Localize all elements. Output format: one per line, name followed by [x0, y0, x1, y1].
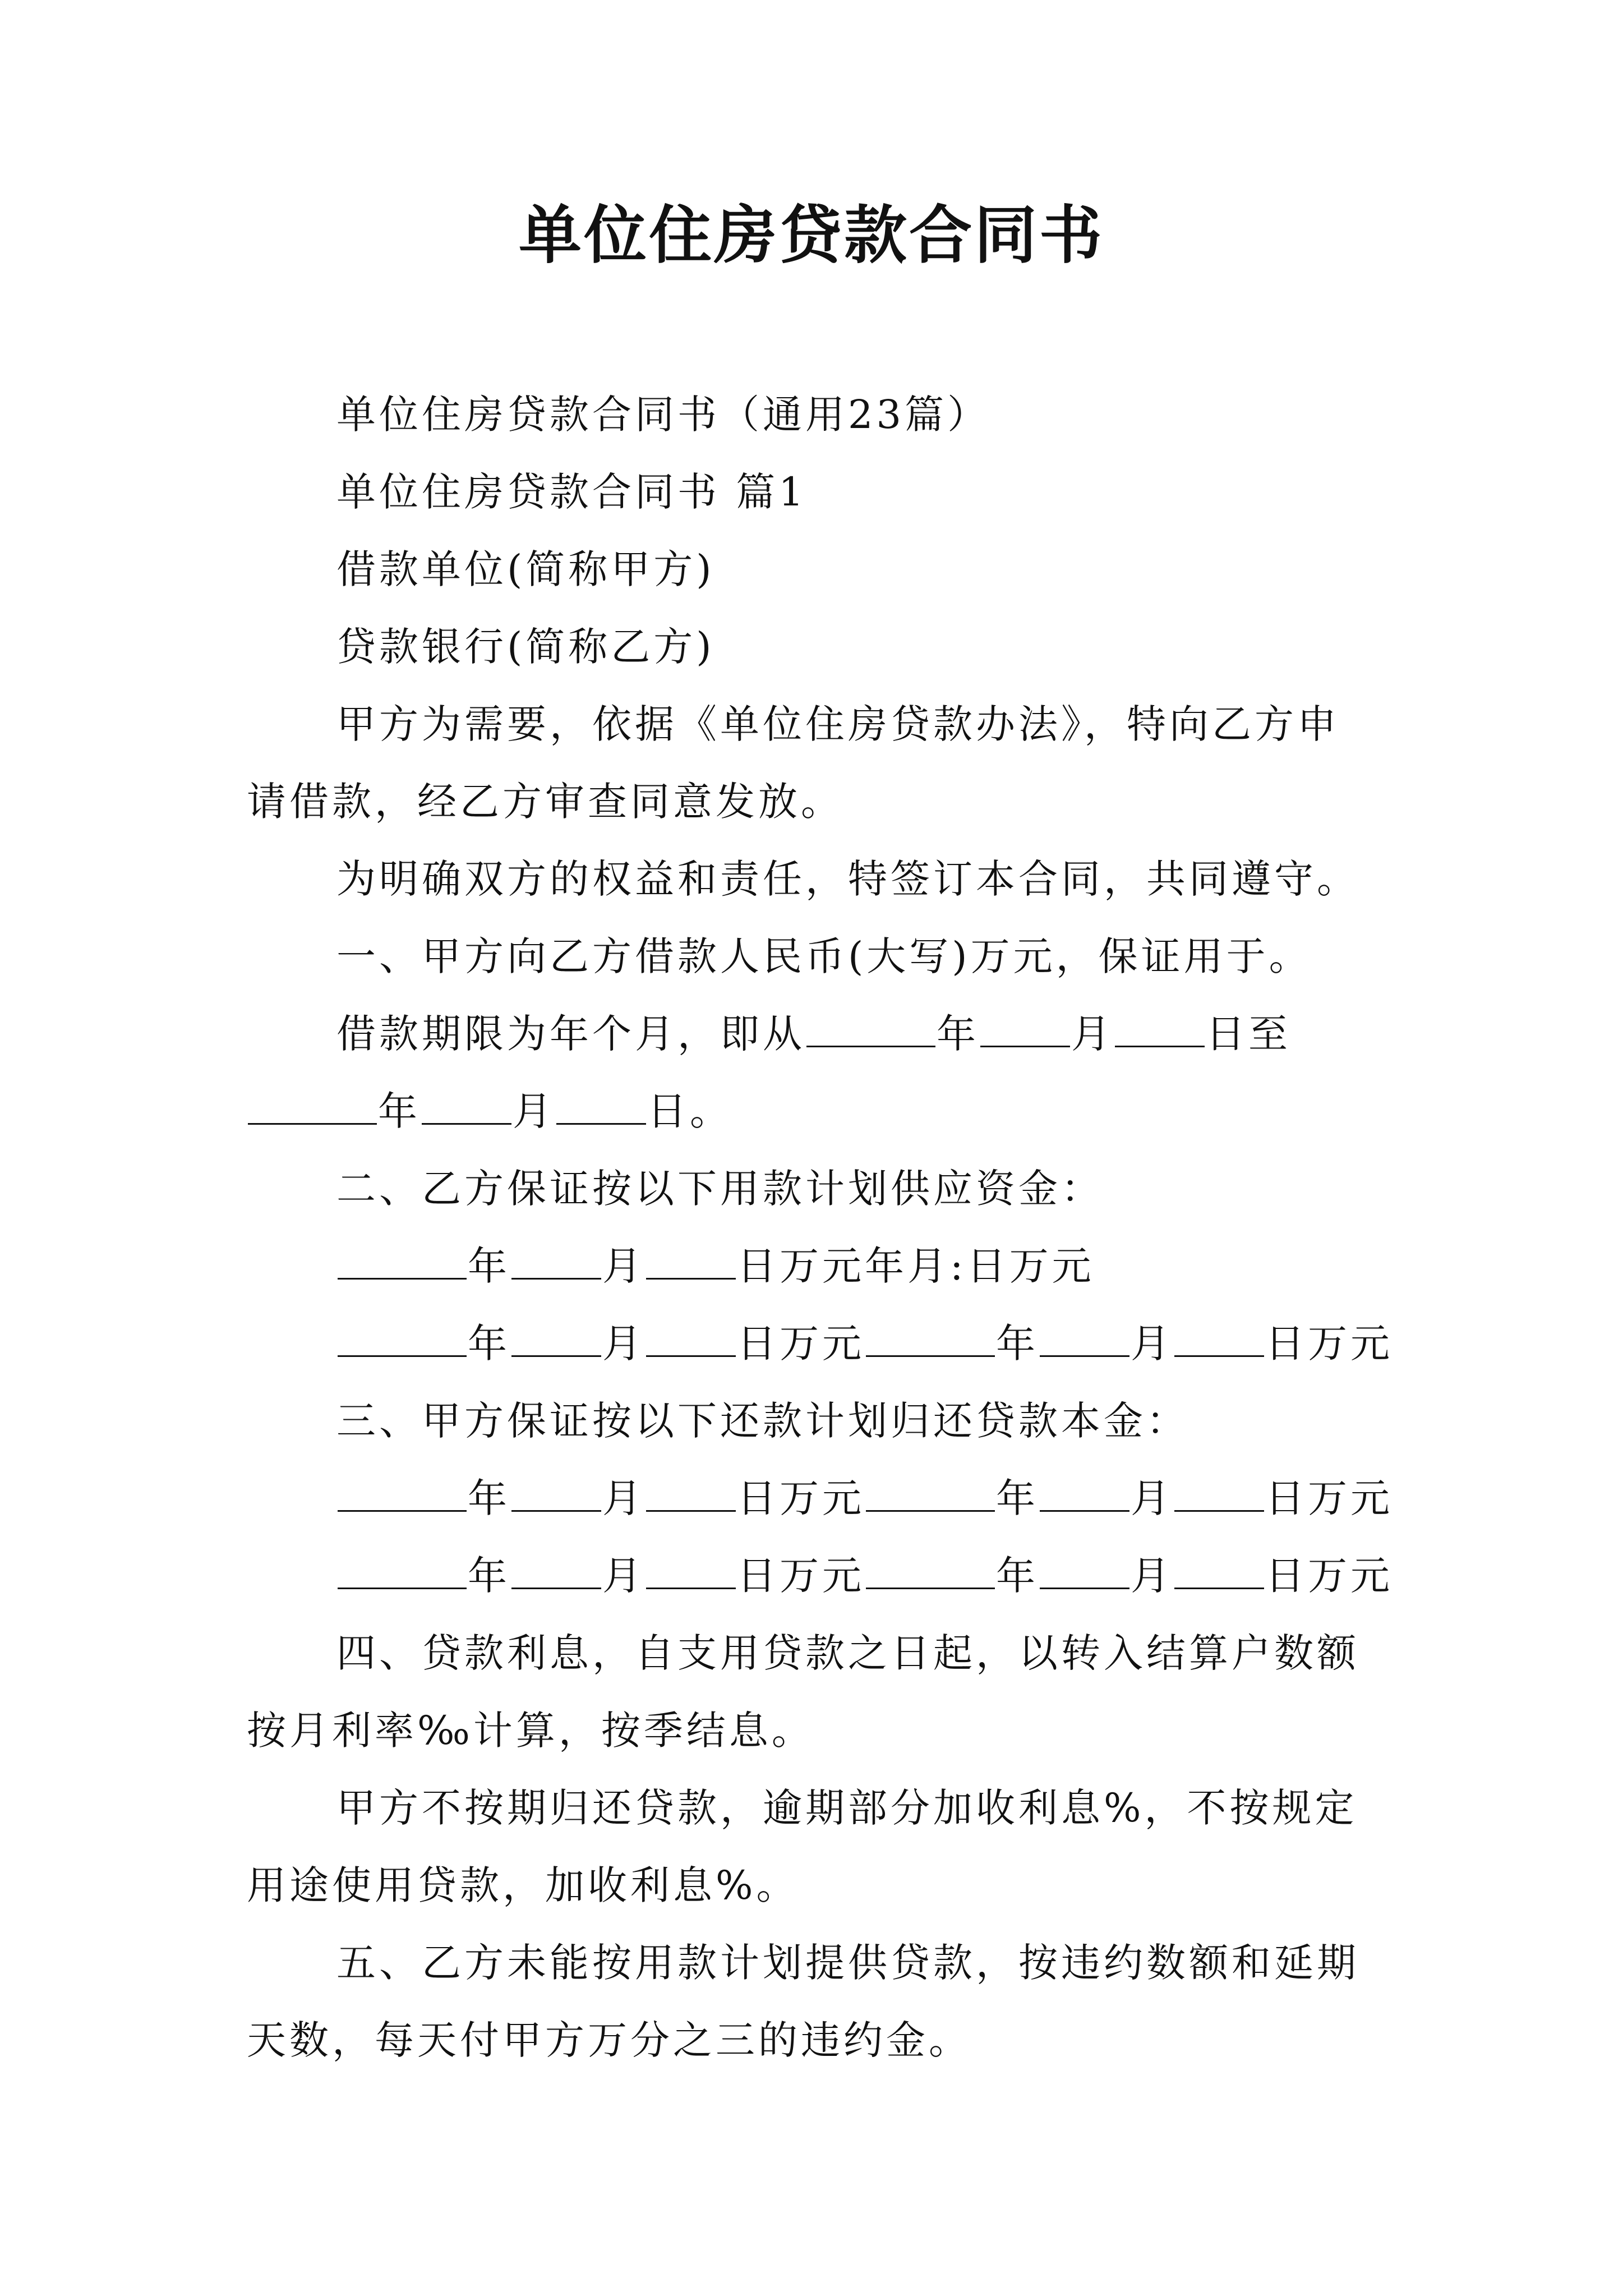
section-label: 单位住房贷款合同书 篇1: [336, 469, 807, 515]
blank-field: [646, 1478, 736, 1512]
clause-five-paragraph: 五、乙方未能按用款计划提供贷款，按违约数额和延期天数，每天付甲方万分之三的违约金。: [247, 1940, 1359, 2063]
label-month: 月: [602, 1553, 645, 1599]
subtitle-line: 单位住房贷款合同书（通用23篇）: [336, 392, 990, 438]
label-month: 月: [602, 1243, 645, 1289]
label-day-end: 日。: [647, 1088, 732, 1134]
plan-line: [247, 1227, 1380, 1305]
label-day-wan: 日万元: [737, 1320, 865, 1366]
label-month: 月: [602, 1320, 645, 1366]
label-year: 年: [937, 1011, 979, 1057]
plan-line: [247, 1460, 1393, 1537]
blank-field: [866, 1478, 995, 1512]
label-day-wan: 日万元: [737, 1553, 865, 1599]
clause-two-heading: 二、乙方保证按以下用款计划供应资金：: [336, 1166, 1104, 1212]
blank-field: [556, 1091, 646, 1125]
label-month: 月: [1131, 1320, 1173, 1366]
penalty-paragraph: 甲方不按期归还贷款，逾期部分加收利息%，不按规定用途使用贷款，加收利息%。: [247, 1785, 1358, 1908]
plan-line: [247, 1305, 1393, 1382]
label-year: 年: [378, 1088, 421, 1134]
blank-field: [248, 1091, 377, 1125]
blank-field: [1040, 1323, 1129, 1357]
blank-field: [422, 1091, 511, 1125]
label-year: 年: [468, 1553, 510, 1599]
blank-field: [980, 1013, 1070, 1047]
loan-term-prefix: 借款期限为年个月，即从: [336, 1011, 805, 1057]
label-month: 月: [602, 1475, 645, 1521]
label-year: 年: [996, 1320, 1039, 1366]
blank-field: [1174, 1555, 1264, 1589]
application-paragraph: 甲方为需要，依据《单位住房贷款办法》，特向乙方申请借款，经乙方审查同意发放。: [247, 701, 1340, 825]
blank-field: [338, 1478, 467, 1512]
label-month: 月: [513, 1088, 555, 1134]
blank-field: [338, 1245, 467, 1280]
lender-line: 贷款银行(简称乙方): [336, 624, 715, 670]
blank-field: [646, 1245, 736, 1280]
blank-field: [1174, 1478, 1264, 1512]
label-day-wan: 日万元: [737, 1475, 865, 1521]
blank-field: [511, 1478, 601, 1512]
label-year: 年: [468, 1243, 510, 1289]
label-year: 年: [996, 1475, 1039, 1521]
blank-field: [511, 1555, 601, 1589]
blank-field: [1040, 1478, 1129, 1512]
plan-line-tail: 日万元年月:日万元: [737, 1243, 1095, 1289]
label-day-wan: 日万元: [1265, 1553, 1393, 1599]
clause-three-heading: 三、甲方保证按以下还款计划归还贷款本金：: [336, 1398, 1189, 1444]
document-title: 单位住房贷款合同书: [519, 199, 1104, 272]
blank-field: [646, 1323, 736, 1357]
blank-field: [1174, 1323, 1264, 1357]
label-month: 月: [1071, 1011, 1114, 1057]
label-year: 年: [468, 1475, 510, 1521]
blank-field: [511, 1323, 601, 1357]
label-day-wan: 日万元: [1265, 1320, 1393, 1366]
document-body: [247, 376, 1393, 2079]
blank-field: [646, 1555, 736, 1589]
agreement-paragraph: 为明确双方的权益和责任，特签订本合同，共同遵守。: [336, 856, 1359, 902]
blank-field: [866, 1323, 995, 1357]
label-month: 月: [1131, 1553, 1173, 1599]
blank-field: [866, 1555, 995, 1589]
clause-four-paragraph: 四、贷款利息，自支用贷款之日起，以转入结算户数额按月利率‰计算，按季结息。: [247, 1630, 1359, 1754]
blank-field: [806, 1013, 935, 1047]
blank-field: [1115, 1013, 1205, 1047]
plan-line: [247, 1537, 1393, 1614]
loan-term-paragraph: [247, 995, 1380, 1150]
blank-field: [511, 1245, 601, 1280]
label-year: 年: [996, 1553, 1039, 1599]
blank-field: [338, 1555, 467, 1589]
clause-one: 一、甲方向乙方借款人民币(大写)万元，保证用于。: [336, 933, 1312, 979]
blank-field: [1040, 1555, 1129, 1589]
borrower-line: 借款单位(简称甲方): [336, 546, 715, 592]
label-year: 年: [468, 1320, 510, 1366]
label-month: 月: [1131, 1475, 1173, 1521]
label-day-wan: 日万元: [1265, 1475, 1393, 1521]
label-day-to: 日至: [1206, 1011, 1291, 1057]
blank-field: [338, 1323, 467, 1357]
